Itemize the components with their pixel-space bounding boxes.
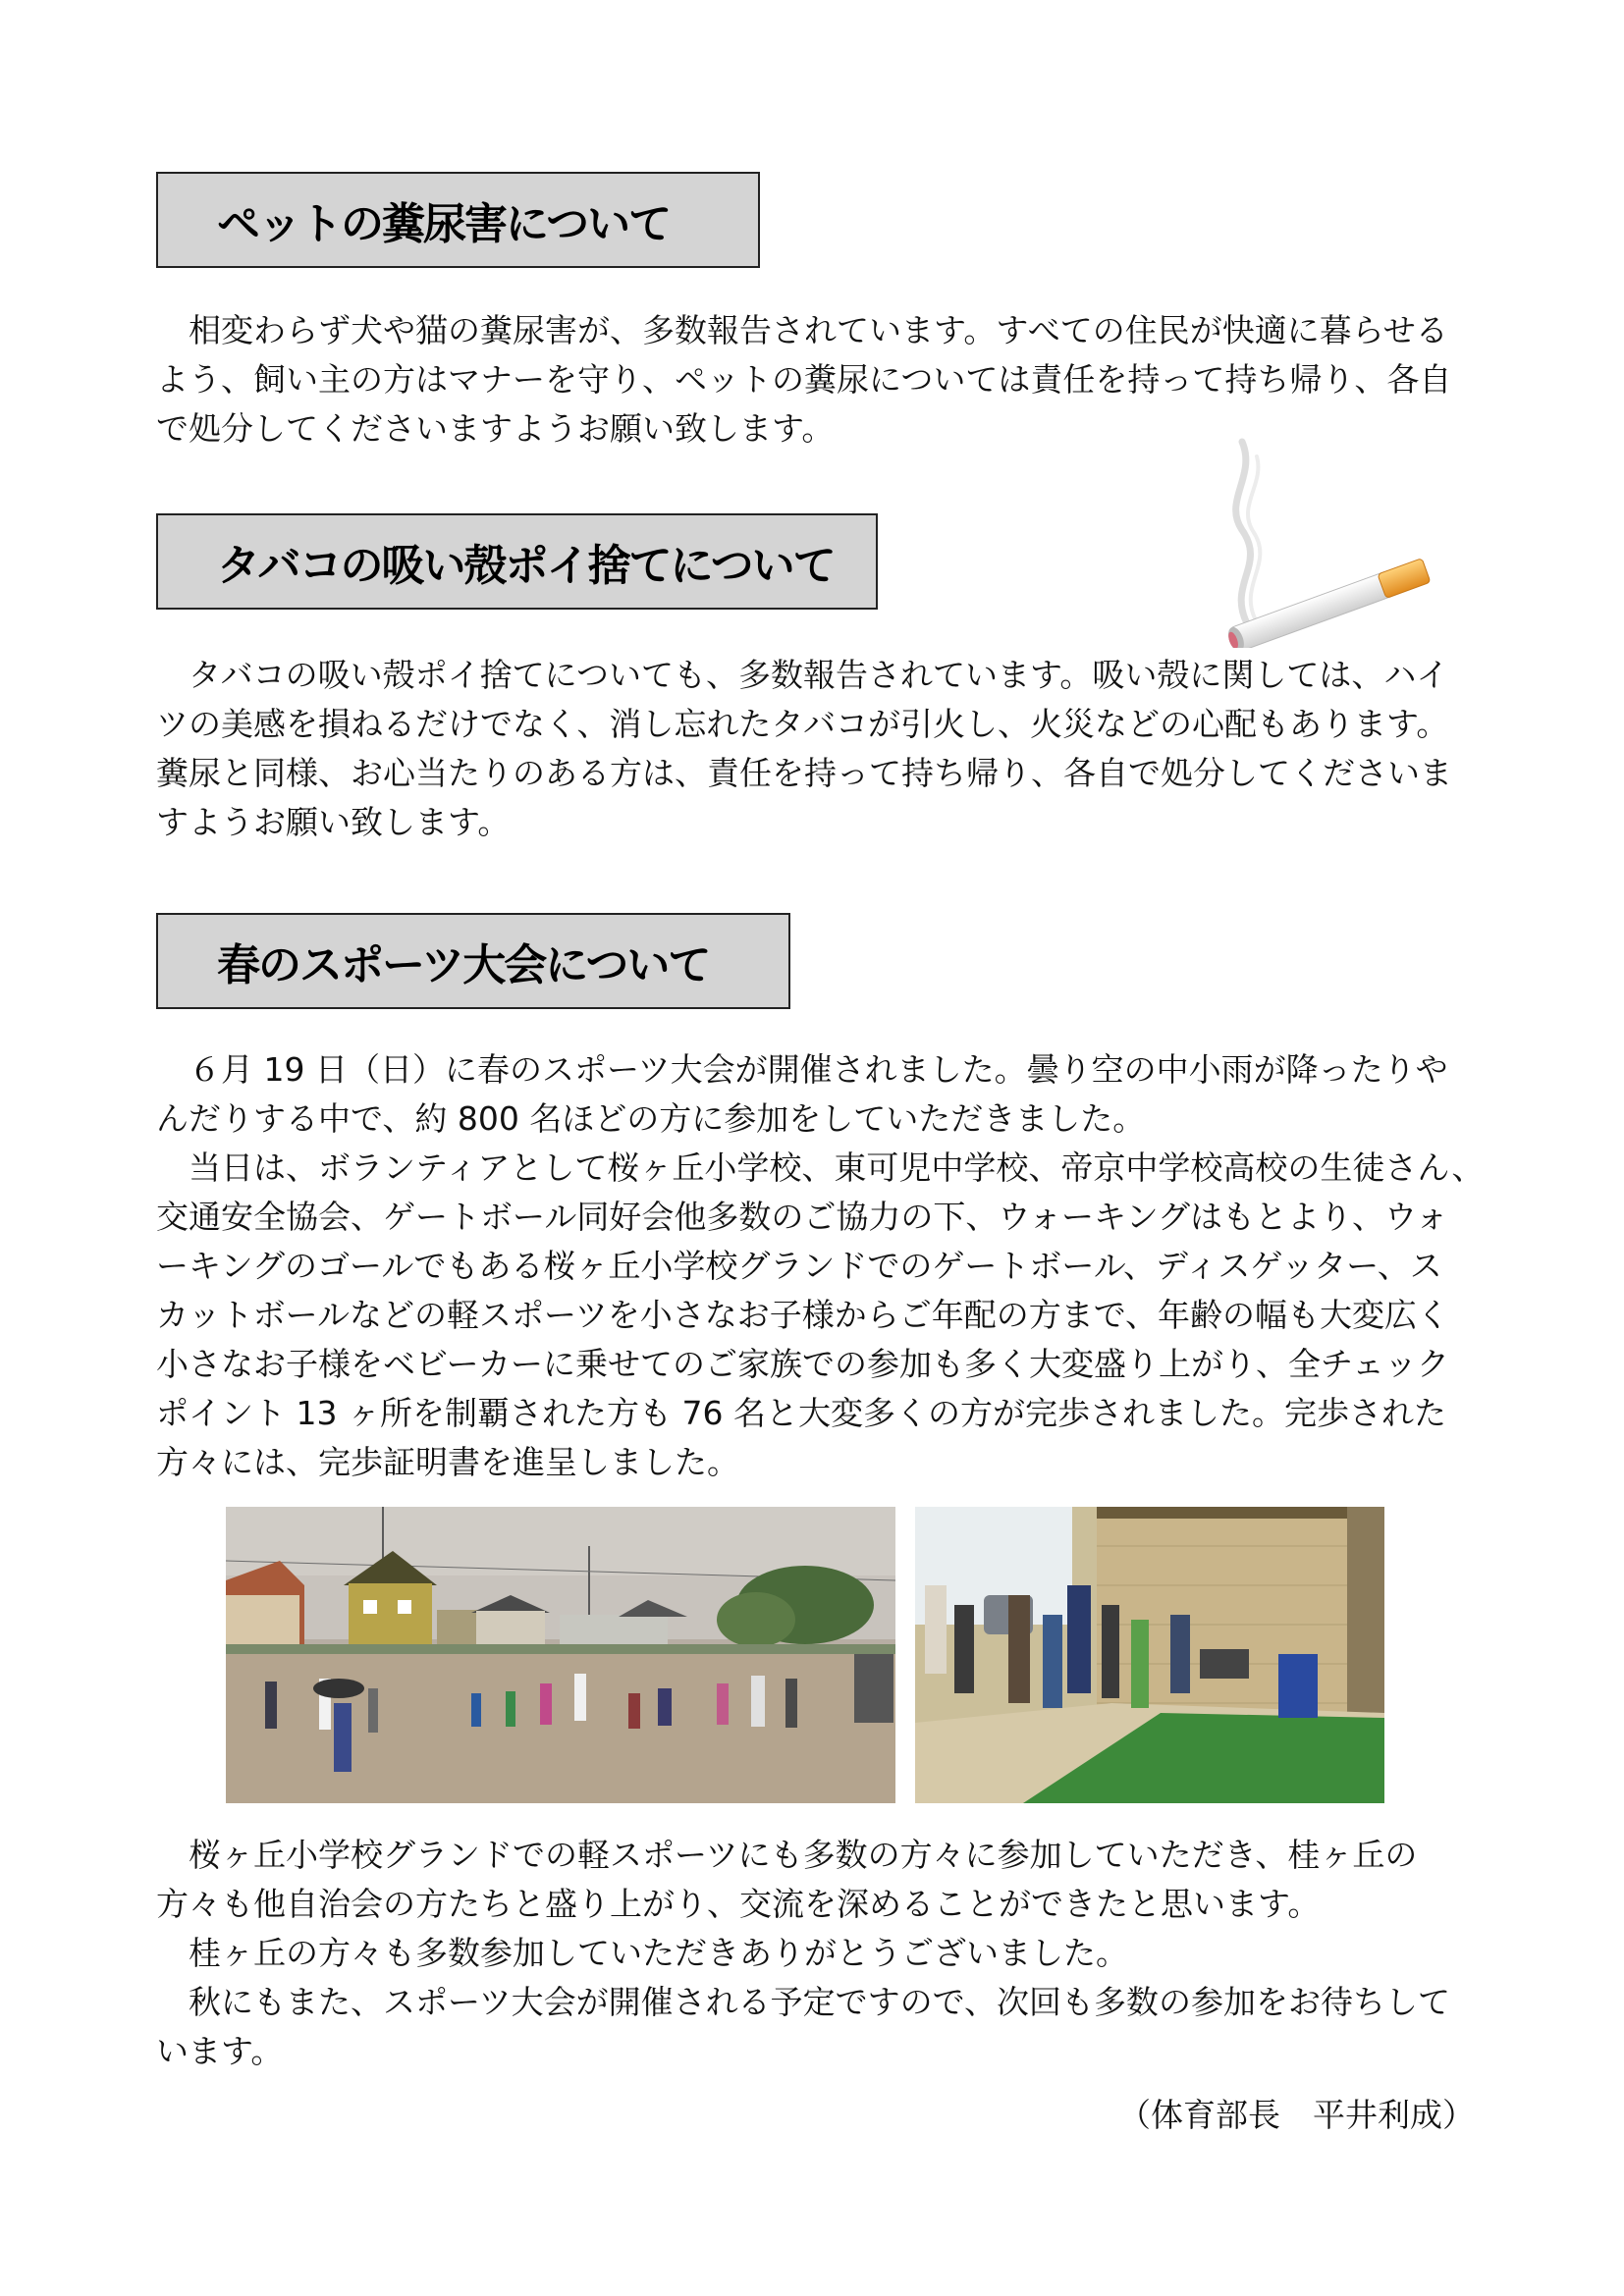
heading-sports-text: 春のスポーツ大会について <box>217 940 710 990</box>
paragraph-line: 糞尿と同様、お心当たりのある方は、責任を持って持ち帰り、各自で処分してくださいま <box>156 754 1452 792</box>
heading-pet-text: ペットの糞尿害について <box>217 199 671 249</box>
paragraph-line: よう、飼い主の方はマナーを守り、ペットの糞尿については責任を持って持ち帰り、各自 <box>156 360 1452 399</box>
paragraph-line: 方々には、完歩証明書を進呈しました。 <box>156 1443 739 1481</box>
paragraph-line: ツの美感を損ねるだけでなく、消し忘れたタバコが引火し、火災などの心配もあります。 <box>156 705 1449 743</box>
paragraph-line: ポイント 13 ヶ所を制覇された方も 76 名と大変多くの方が完歩されました。完歩された <box>156 1394 1446 1432</box>
paragraph-line: カットボールなどの軽スポーツを小さなお子様からご年配の方まで、年齢の幅も大変広く <box>156 1296 1450 1334</box>
paragraph-line: 相変わらず犬や猫の糞尿害が、多数報告されています。すべての住民が快適に暮らせる <box>189 311 1448 349</box>
paragraph-line: タバコの吸い殻ポイ捨てについても、多数報告されています。吸い殻に関しては、ハイ <box>189 656 1449 694</box>
paragraph-tobacco <box>156 651 1482 847</box>
paragraph-line: 交通安全協会、ゲートボール同好会他多数のご協力の下、ウォーキングはもとより、ウォ <box>156 1198 1448 1236</box>
paragraph-line: 小さなお子様をベビーカーに乗せてのご家族での参加も多く大変盛り上がり、全チェック <box>156 1345 1450 1383</box>
heading-tobacco-text: タバコの吸い殻ポイ捨てについて <box>217 541 835 591</box>
paragraph-line: 桜ヶ丘小学校グランドでの軽スポーツにも多数の方々に参加していただき、桂ヶ丘の <box>189 1836 1418 1874</box>
photo-schoolground <box>226 1507 895 1803</box>
paragraph-line: で処分してくださいますようお願い致します。 <box>156 409 835 448</box>
paragraph-line: ーキングのゴールでもある桜ヶ丘小学校グランドでのゲートボール、ディスゲッター、ス <box>156 1247 1442 1285</box>
paragraph-line: 当日は、ボランティアとして桜ヶ丘小学校、東可児中学校、帝京中学校高校の生徒さん、 <box>189 1148 1485 1187</box>
heading-sports <box>156 913 790 1009</box>
paragraph-line: ６月 19 日（日）に春のスポーツ大会が開催されました。曇り空の中小雨が降ったりや <box>189 1050 1448 1089</box>
paragraph-line: んだりする中で、約 800 名ほどの方に参加をしていただきました。 <box>156 1099 1146 1138</box>
heading-pet <box>156 172 760 268</box>
signature: （体育部長 平井利成） <box>1118 2096 1475 2134</box>
paragraph-line: すようお願い致します。 <box>156 803 511 841</box>
paragraph-line: います。 <box>156 2032 284 2070</box>
paragraph-line: 方々も他自治会の方たちと盛り上がり、交流を深めることができたと思います。 <box>156 1885 1321 1923</box>
paragraph-line: 桂ヶ丘の方々も多数参加していただきありがとうございました。 <box>189 1934 1128 1972</box>
paragraph-pet <box>156 306 1482 454</box>
paragraph-sports-after <box>156 1831 1482 2076</box>
paragraph-sports <box>156 1045 1485 1487</box>
paragraph-line: 秋にもまた、スポーツ大会が開催される予定ですので、次回も多数の参加をお待ちして <box>189 1983 1451 2021</box>
cigarette-illustration <box>1188 437 1443 648</box>
photo-gateball <box>915 1507 1384 1803</box>
heading-tobacco <box>156 513 878 610</box>
